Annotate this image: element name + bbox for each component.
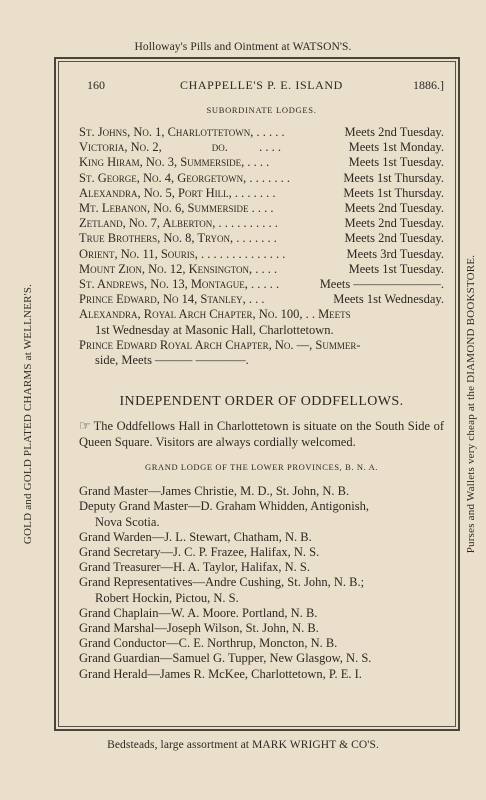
lodge-meets: Meets 1st Wednesday. [333,292,444,307]
lodge-meets: Meets 2nd Tuesday. [344,125,444,139]
top-advertisement: Holloway's Pills and Ointment at WATSON'S. [134,41,352,53]
oddfellows-notice [79,418,444,450]
chapter-entry [79,307,444,337]
officer-line: Grand Representatives—Andre Cushing, St. John, N. B.; [79,575,365,590]
lodge-entry [79,155,444,170]
lodge-entry [79,186,444,201]
officer-continuation: Nova Scotia. [95,514,160,529]
lodge-meets: Meets 1st Monday. [348,140,444,155]
lodge-meets: Meets 1st Tuesday. [348,261,444,276]
lodge-entry [79,216,444,231]
year: 1886.] [413,78,444,92]
officer-line: Grand Herald—James R. McKee, Charlottetown, P. E. I. [79,666,362,681]
officer-entry [79,499,444,529]
lodge-name: Mount Zion, No. 12, Kensington, . . . . [79,261,278,276]
officer-line: Grand Chaplain—W. A. Moore. Portland, N. B. [79,605,318,620]
officer-line: Grand Secretary—J. C. P. Frazee, Halifax, N. S. [79,545,320,560]
page-content [79,75,444,682]
officer-line: Grand Marshal—Joseph Wilson, St. John, N. B. [79,621,319,636]
left-advertisement: GOLD and GOLD PLATED CHARMS at WELLNER'S. [22,283,34,545]
chapter-continuation: side, Meets ——— ————. [95,353,249,368]
running-title: CHAPPELLE'S P. E. ISLAND [180,78,343,92]
officer-line: Grand Guardian—Samuel G. Tupper, New Glasgow, N. S. [79,651,372,666]
lodge-entry [79,201,444,216]
chapter-entry [79,338,444,368]
officer-line: Grand Conductor—C. E. Northrup, Moncton, N. B. [79,636,338,651]
lodge-name: St. Andrews, No. 13, Montague, . . . . . [79,277,280,292]
lodge-name: King Hiram, No. 3, Summerside, . . . . [79,155,270,170]
lodge-name: Victoria, No. 2, do. . . . . [79,140,282,155]
officer-list [79,484,444,682]
chapter-continuation: 1st Wednesday at Masonic Hall, Charlottetown. [95,322,334,337]
officer-continuation: Robert Hockin, Pictou, N. S. [95,590,239,605]
lodge-entry [79,262,444,277]
officer-entry [79,560,444,575]
pointing-hand-icon: ☞ [79,418,91,434]
lodge-meets: Meets 3rd Tuesday. [346,246,444,261]
grand-lodge-heading: GRAND LODGE OF THE LOWER PROVINCES, B. N. A. [144,462,379,473]
notice-text: The Oddfellows Hall in Charlottetown is situate on the South Side of Queen Square. Visitors are always cordially welcomed. [79,419,444,450]
lodge-name: Mt. Lebanon, No. 6, Summerside . . . . [79,201,274,216]
chapter-first-line: Alexandra, Royal Arch Chapter, No. 100, . . Meets [79,307,351,322]
oddfellows-title: INDEPENDENT ORDER OF ODDFELLOWS. [119,394,404,410]
bottom-advertisement: Bedsteads, large assortment at MARK WRIGHT & CO'S. [107,739,379,751]
lodge-list [79,125,444,307]
lodge-meets: Meets ———————. [319,277,444,292]
officer-entry [79,667,444,682]
lodge-name: Prince Edward, No 14, Stanley, . . . [79,292,265,307]
right-advertisement: Purses and Wallets very cheap at the DIAMOND BOOKSTORE. [465,254,477,554]
page-number: 160 [87,78,105,92]
lodge-name: Zetland, No. 7, Alberton, . . . . . . . . . . [79,216,278,231]
officer-line: Deputy Grand Master—D. Graham Whidden, Antigonish, [79,499,369,514]
officer-line: Grand Treasurer—H. A. Taylor, Halifax, N. S. [79,560,310,575]
officer-entry [79,621,444,636]
lodge-name: Alexandra, No. 5, Port Hill, . . . . . . . [79,185,276,200]
lodge-meets: Meets 1st Thursday. [343,170,444,185]
officer-entry [79,651,444,666]
officer-entry [79,575,444,605]
lodge-entry [79,277,444,292]
lodge-entry [79,231,444,246]
officer-entry [79,606,444,621]
chapter-first-line: Prince Edward Royal Arch Chapter, No. —, Summer- [79,337,361,352]
lodge-entry [79,292,444,307]
lodge-meets: Meets 2nd Tuesday. [344,216,444,231]
officer-line: Grand Warden—J. L. Stewart, Chatham, N. B. [79,529,312,544]
lodge-name: St. George, No. 4, Georgetown, . . . . . . . [79,170,290,185]
lodge-entry [79,171,444,186]
lodge-name: Orient, No. 11, Souris, . . . . . . . . . . . . . . [79,246,286,261]
lodge-entry [79,125,444,140]
lodge-entry [79,247,444,262]
officer-line: Grand Master—James Christie, M. D., St. John, N. B. [79,484,350,499]
lodge-name: True Brothers, No. 8, Tryon, . . . . . . . [79,231,277,246]
lodge-meets: Meets 1st Tuesday. [348,155,444,170]
lodge-meets: Meets 1st Thursday. [343,185,444,200]
lodge-name: St. Johns, No. 1, Charlottetown, . . . . . [79,125,285,139]
subordinate-lodges-heading: SUBORDINATE LODGES. [206,105,317,115]
officer-entry [79,636,444,651]
running-header [79,75,444,95]
officer-entry [79,484,444,499]
officer-entry [79,545,444,560]
lodge-entry [79,140,444,155]
officer-entry [79,530,444,545]
lodge-meets: Meets 2nd Tuesday. [344,231,444,246]
lodge-meets: Meets 2nd Tuesday. [344,201,444,216]
